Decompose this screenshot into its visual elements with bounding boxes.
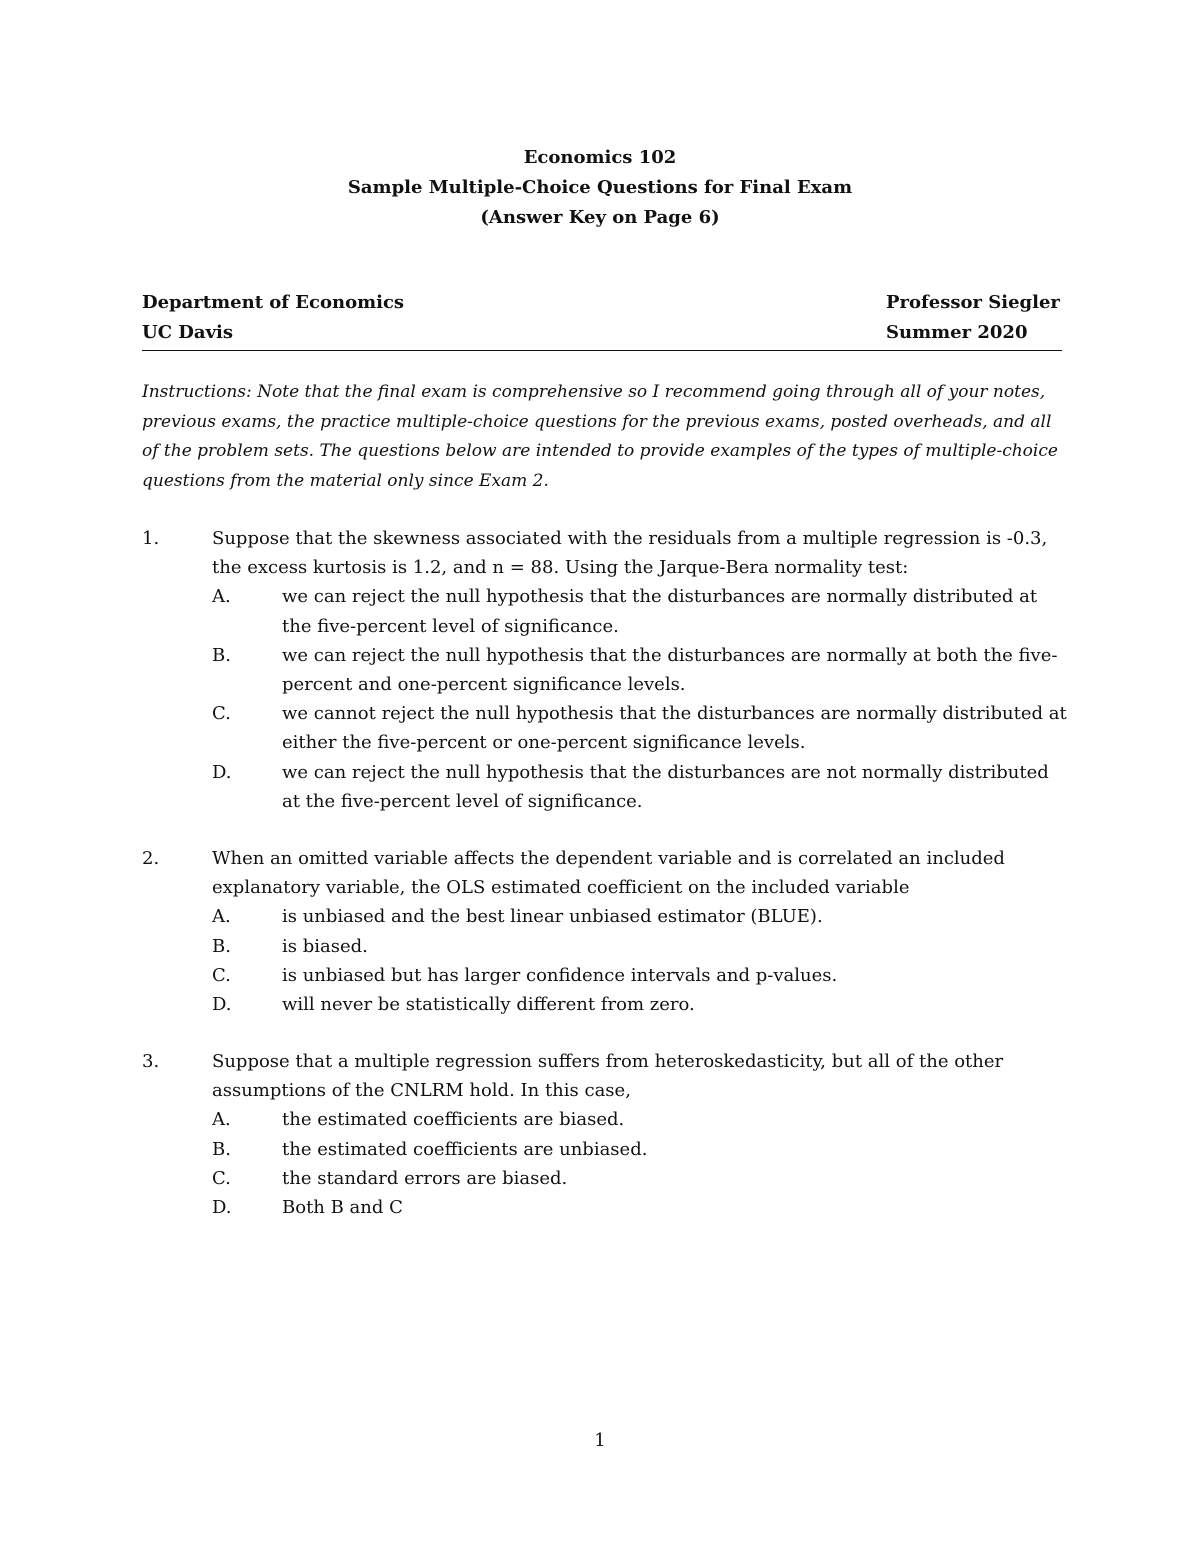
option-text: is unbiased and the best linear unbiased estimator (BLUE). <box>282 906 823 928</box>
option-text: will never be statistically different from zero. <box>282 994 695 1016</box>
option-text: we can reject the null hypothesis that the disturbances are normally at both the five-percent and one-percent significance levels. <box>282 644 1058 696</box>
question-1 <box>142 524 1067 816</box>
option-text: is biased. <box>282 935 368 957</box>
term: Summer 2020 <box>886 322 1028 343</box>
option-letter: D. <box>212 994 232 1016</box>
course-title: Economics 102 <box>523 147 677 168</box>
exam-subtitle: Sample Multiple-Choice Questions for Final Exam <box>347 177 853 198</box>
option-a <box>212 902 1067 931</box>
option-text: the estimated coefficients are biased. <box>282 1109 625 1131</box>
option-letter: A. <box>212 1109 231 1131</box>
question-number: 3. <box>142 1051 160 1072</box>
question-number: 1. <box>142 528 160 549</box>
option-text: the estimated coefficients are unbiased. <box>282 1138 648 1160</box>
question-2 <box>142 844 1067 1019</box>
professor-name: Professor Siegler <box>886 292 1060 313</box>
option-letter: C. <box>212 703 231 725</box>
option-c <box>212 961 1067 990</box>
option-c <box>212 699 1067 757</box>
option-text: the standard errors are biased. <box>282 1167 568 1189</box>
option-text: we cannot reject the null hypothesis that the disturbances are normally distributed at either the five-percent or one-percent significance levels. <box>282 703 1067 754</box>
option-letter: A. <box>212 906 231 928</box>
question-number: 2. <box>142 848 160 869</box>
option-letter: B. <box>212 644 231 666</box>
department-name: Department of Economics <box>142 292 405 313</box>
instructions: Instructions: Note that the final exam is comprehensive so I recommend going through all of your notes, previous exams, the practice multiple-choice questions for the previous exams, posted overheads, and all of the problem sets. The questions below are intended to provide examples of the types of multiple-choice questions from the material only since Exam 2. <box>142 382 1058 491</box>
option-text: we can reject the null hypothesis that the disturbances are normally distributed at the five-percent level of significance. <box>282 586 1038 637</box>
option-a <box>212 582 1067 640</box>
option-letter: B. <box>212 935 231 957</box>
option-a <box>212 1105 1067 1134</box>
option-c <box>212 1164 1067 1193</box>
course-header <box>142 288 1062 351</box>
option-b <box>212 1135 1067 1164</box>
question-text: Suppose that a multiple regression suffers from heteroskedasticity, but all of the other assumptions of the CNLRM hold. In this case, <box>212 1051 1004 1102</box>
option-d <box>212 1193 1067 1222</box>
question-text: Suppose that the skewness associated with the residuals from a multiple regression is -0.3, the excess kurtosis is 1.2, and n = 88. Using the Jarque-Bera normality test: <box>212 528 1048 579</box>
option-letter: D. <box>212 1197 232 1219</box>
option-letter: C. <box>212 964 231 986</box>
option-letter: C. <box>212 1167 231 1189</box>
option-text: is unbiased but has larger confidence intervals and p-values. <box>282 964 838 986</box>
option-d <box>212 758 1067 816</box>
page-number: 1 <box>594 1430 606 1451</box>
university-name: UC Davis <box>142 322 233 343</box>
option-text: we can reject the null hypothesis that the disturbances are not normally distributed at the five-percent level of significance. <box>282 761 1049 812</box>
option-d <box>212 990 1067 1019</box>
question-3 <box>142 1047 1067 1222</box>
option-letter: A. <box>212 586 231 608</box>
option-text: Both B and C <box>282 1197 403 1219</box>
title-block <box>0 143 1200 233</box>
answer-key-note: (Answer Key on Page 6) <box>480 207 720 228</box>
option-letter: D. <box>212 761 232 783</box>
option-letter: B. <box>212 1138 231 1160</box>
option-b <box>212 641 1067 699</box>
question-text: When an omitted variable affects the dependent variable and is correlated an included explanatory variable, the OLS estimated coefficient on the included variable <box>212 848 1005 899</box>
option-b <box>212 932 1067 961</box>
